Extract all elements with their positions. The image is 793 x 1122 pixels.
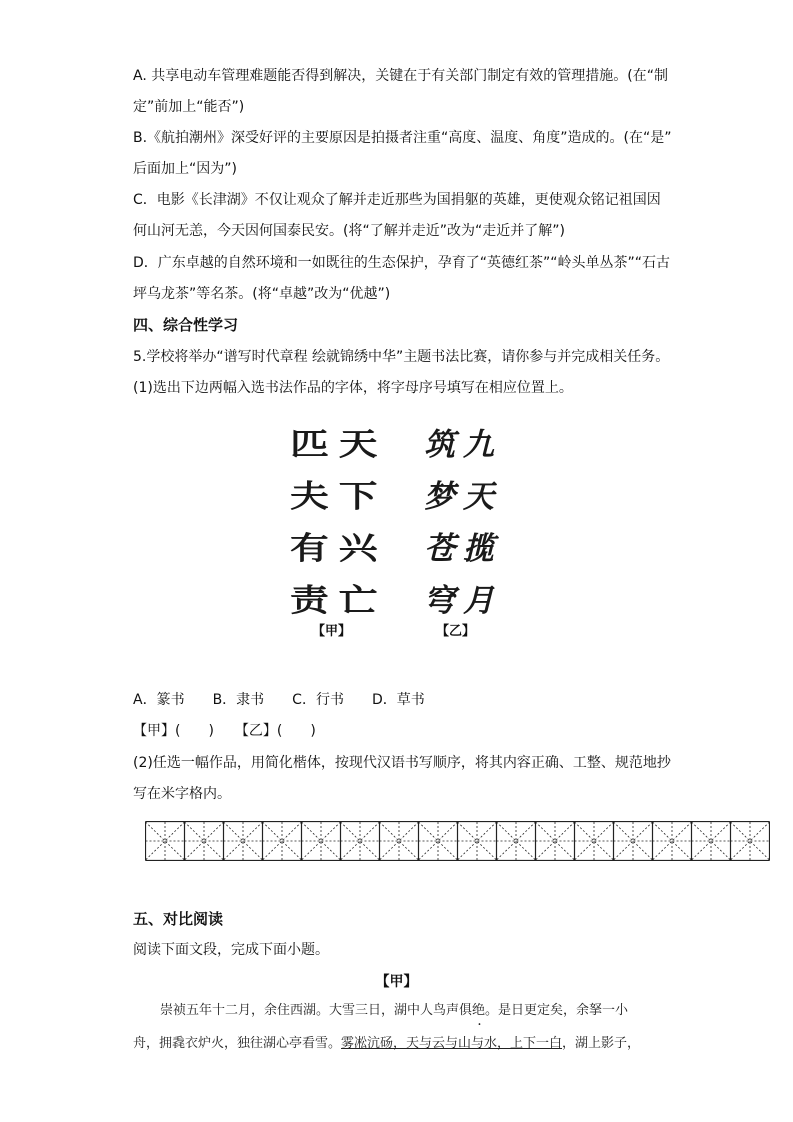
option-b-line1: B.《航拍潮州》深受好评的主要原因是拍摄者注重“高度、温度、角度”造成的。(在“是”	[133, 130, 672, 146]
mizi-grid[interactable]	[145, 821, 770, 861]
section5-title: 五、对比阅读	[133, 910, 224, 928]
question5-part2-line2: 写在米字格内。	[133, 786, 231, 802]
jia-row-4: 责亡	[290, 583, 388, 619]
option-c-line1: C．电影《长津湖》不仅让观众了解并走近那些为国捐躯的英雄，更使观众铭记祖国因	[133, 192, 661, 208]
jia-label: 【甲】	[312, 624, 352, 639]
option-c-line2: 何山河无恙，今天因何国泰民安。(将“了解并走近”改为“走近并了解”)	[133, 223, 565, 239]
option-b-line2: 后面加上“因为”)	[133, 161, 237, 177]
yi-row-3: 苍揽	[424, 531, 502, 567]
passage-jia-label: 【甲】	[375, 974, 418, 990]
yi-label: 【乙】	[436, 624, 476, 639]
question5-part2-line1: (2)任选一幅作品，用简化楷体，按现代汉语书写顺序，将其内容正确、工整、规范地抄	[133, 755, 671, 771]
passage-line2-b: ，湖上影子，	[562, 1036, 641, 1051]
yi-row-2: 梦天	[424, 479, 502, 515]
option-d-line2: 坪乌龙茶”等名茶。(将“卓越”改为“优越”)	[133, 286, 391, 302]
option-a-line2: 定”前加上“能否”)	[133, 99, 245, 115]
answer-line[interactable]: 【甲】( ) 【乙】( )	[133, 723, 316, 739]
section4-title: 四、综合性学习	[133, 316, 239, 334]
jia-row-1: 匹天	[290, 427, 388, 463]
question5: 5.学校将举办“谱写时代章程 绘就锦绣中华”主题书法比赛，请你参与并完成相关任务。	[133, 349, 670, 365]
jia-row-2: 夫下	[290, 479, 388, 515]
passage-line2	[133, 1034, 640, 1054]
passage-line1	[160, 1001, 628, 1021]
option-d-line1: D．广东卓越的自然环境和一如既往的生态保护，孕育了“英德红茶”“岭头单丛茶”“石古	[133, 255, 671, 271]
jia-row-3: 有兴	[290, 531, 388, 567]
font-choices: A．篆书 B．隶书 C．行书 D．草书	[133, 692, 425, 708]
question5-part1: (1)选出下边两幅入选书法作品的字体，将字母序号填写在相应位置上。	[133, 380, 573, 396]
mizi-grid-svg[interactable]	[145, 821, 770, 861]
yi-row-1: 筑九	[424, 427, 502, 463]
underlined-phrase: 雾凇沆砀，天与云与山与水，上下一白	[341, 1036, 563, 1051]
passage-line2-a: 舟，拥毳衣炉火，独往湖心亭看雪。	[133, 1036, 342, 1051]
passage-line1-a: 崇祯五年十二月，余住西湖。大雪三日，湖中人鸟声俱	[160, 1003, 473, 1018]
emphasis-char: 绝	[472, 1003, 486, 1018]
option-a-line1: A. 共享电动车管理难题能否得到解决，关键在于有关部门制定有效的管理措施。(在“制	[133, 68, 668, 84]
section5-instruction: 阅读下面文段，完成下面小题。	[133, 942, 329, 958]
yi-row-4: 穹月	[424, 583, 502, 619]
passage-line1-b: 。是日更定矣，余拏一小	[485, 1003, 629, 1018]
